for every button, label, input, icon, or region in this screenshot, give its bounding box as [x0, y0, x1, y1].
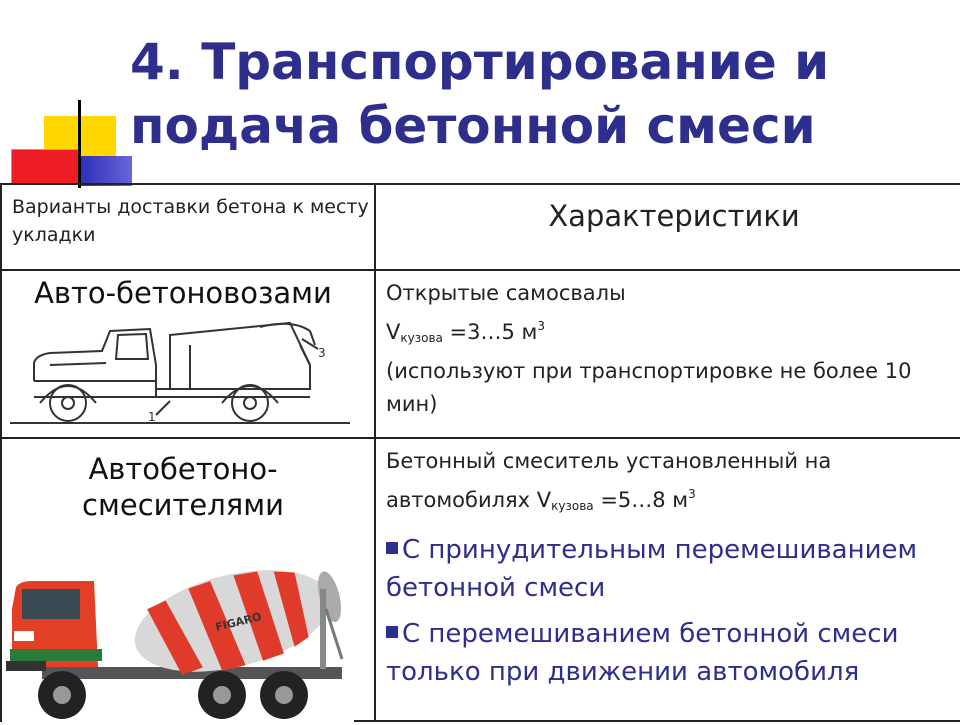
sketch-annotation-3: 3 — [318, 346, 326, 360]
mixer-label-line-1: Автобетоно- — [88, 452, 278, 486]
header-characteristics: Характеристики — [375, 184, 960, 270]
drum-brand-label: FIGARO — [214, 610, 263, 635]
sketch-annotation-1: 1 — [148, 410, 156, 424]
dump-truck-type: Открытые самосвалы — [386, 281, 626, 305]
bullet-square-icon — [386, 542, 398, 554]
volume-subscript: кузова — [400, 331, 443, 345]
mixer-volume-value: =5…8 м — [593, 488, 689, 512]
cell-mixer-truck-characteristics — [375, 438, 960, 721]
table-row-dump-truck — [1, 270, 960, 438]
dump-truck-note: (используют при транспортировке не более 10 мин) — [386, 359, 912, 416]
dump-truck-volume — [386, 310, 960, 355]
decor-blue-square — [80, 156, 132, 186]
mixer-description-text: Бетонный смеситель установленный на автомобилях V — [386, 449, 832, 512]
mixer-truck-label — [2, 451, 364, 523]
bullet-forced-mixing-text: С принудительным перемешиванием бетонной смеси — [386, 535, 918, 603]
cell-dump-truck-characteristics — [375, 270, 960, 438]
volume-symbol: V — [386, 320, 401, 344]
mixer-label-line-2: смесителями — [82, 488, 284, 522]
bullet-forced-mixing — [386, 531, 960, 607]
decor-vertical-line — [78, 100, 81, 188]
mixer-volume-subscript: кузова — [551, 499, 594, 513]
bullet-square-icon — [386, 626, 398, 638]
slide-title — [130, 30, 950, 158]
title-line-1: 4. Транспортирование и — [130, 33, 830, 91]
mixer-description — [386, 445, 960, 523]
delivery-table — [0, 183, 960, 722]
volume-superscript: 3 — [537, 319, 546, 333]
dump-truck-label: Авто-бетоновозами — [34, 276, 332, 310]
decor-red-square — [12, 150, 78, 184]
table-header-row — [1, 184, 960, 270]
mixer-volume-superscript: 3 — [688, 487, 696, 501]
cell-mixer-truck — [1, 438, 375, 721]
dump-truck-sketch — [10, 305, 356, 431]
title-line-2: подача бетонной смеси — [130, 97, 816, 155]
mixer-truck-photo — [2, 549, 354, 725]
volume-value: =3…5 м — [442, 320, 538, 344]
table-row-mixer-truck — [1, 438, 960, 721]
bullet-mixing-while-driving-text: С перемешиванием бетонной смеси только при движении автомобиля — [386, 619, 899, 687]
cell-dump-truck — [1, 270, 375, 438]
header-variants: Варианты доставки бетона к месту укладки — [1, 184, 375, 270]
bullet-mixing-while-driving — [386, 615, 960, 691]
